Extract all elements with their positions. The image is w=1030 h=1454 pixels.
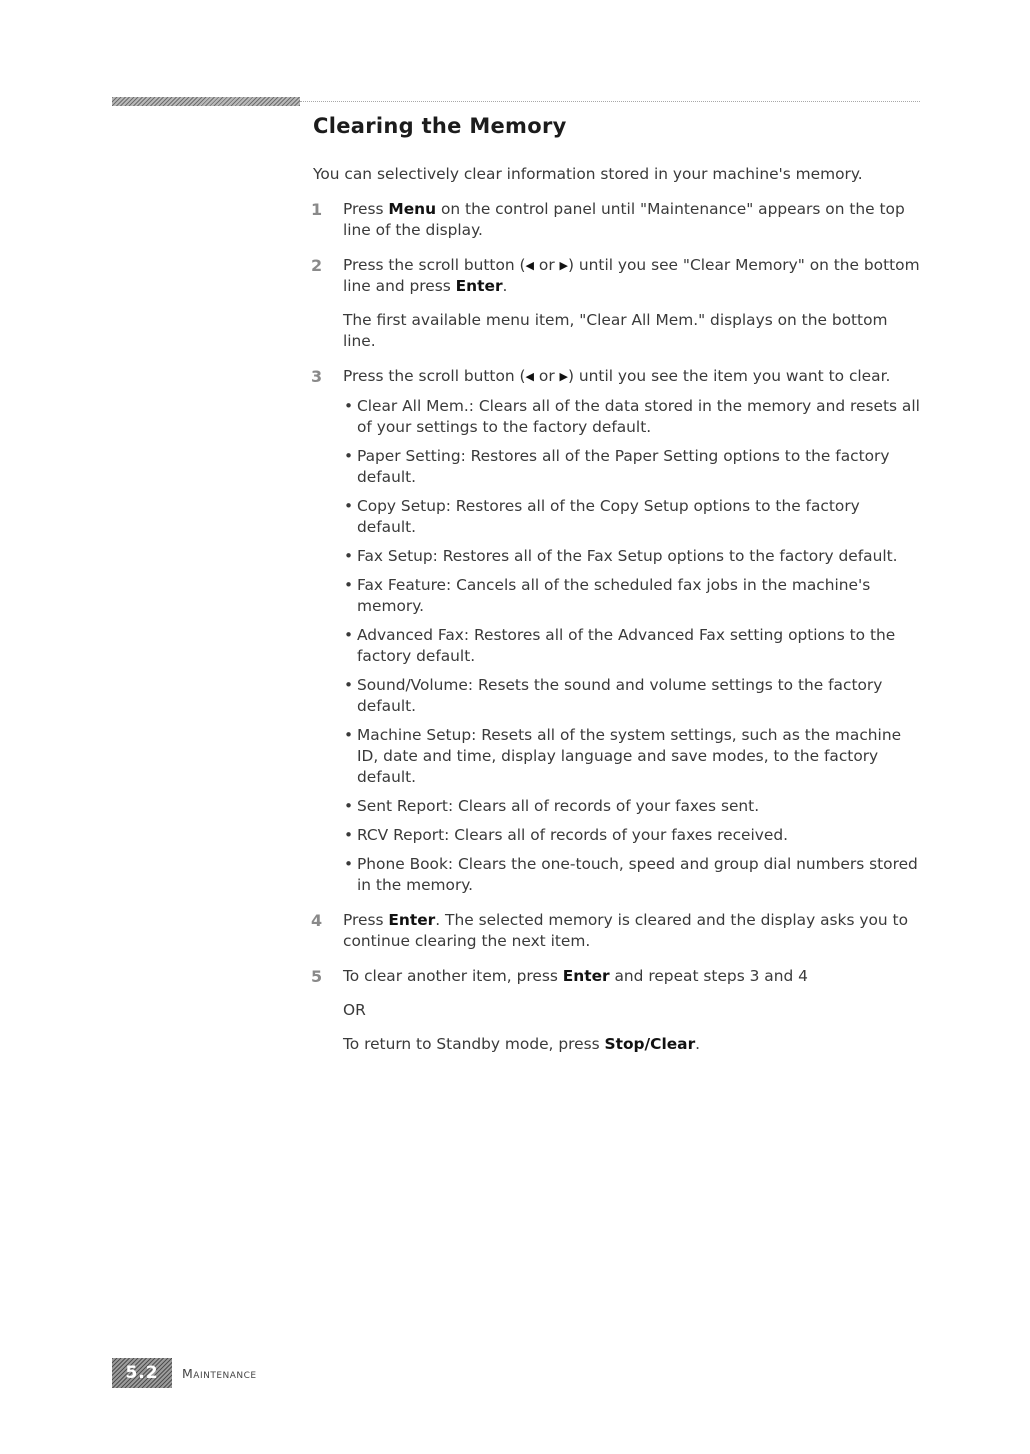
right-arrow-icon: ▶ [559, 370, 569, 383]
right-arrow-icon: ▶ [559, 259, 569, 272]
text-segment: on the control panel until "Maintenance" appears on the top line of the display. [343, 200, 905, 239]
step-alt-text [343, 1034, 923, 1055]
key-enter: Enter [388, 911, 436, 929]
text-segment: or [534, 367, 560, 385]
step-text [343, 910, 923, 952]
main-content [313, 164, 923, 1069]
step-1 [313, 199, 923, 241]
page-number-badge: 5.2 [112, 1358, 172, 1388]
step-number: 5 [311, 967, 323, 986]
key-menu: Menu [388, 200, 437, 218]
intro-text: You can selectively clear information stored in your machine's memory. [313, 165, 863, 183]
option-list [343, 396, 923, 896]
step-text [343, 966, 923, 987]
list-item: • RCV Report: Clears all of records of your faxes received. [343, 825, 923, 846]
list-item: • Fax Setup: Restores all of the Fax Setup options to the factory default. [343, 546, 923, 567]
step-number: 4 [311, 911, 323, 930]
list-item: • Machine Setup: Resets all of the system settings, such as the machine ID, date and time, display language and save modes, to the factory default. [343, 725, 923, 788]
text-segment: Press [343, 200, 389, 218]
list-item: • Phone Book: Clears the one-touch, speed and group dial numbers stored in the memory. [343, 854, 923, 896]
text-segment: ) until you see the item you want to clear. [568, 367, 891, 385]
left-arrow-icon: ◀ [525, 259, 535, 272]
text-segment: and repeat steps 3 and 4 [609, 967, 808, 985]
step-text [343, 199, 923, 241]
list-item: • Advanced Fax: Restores all of the Advanced Fax setting options to the factory default. [343, 625, 923, 667]
list-item: • Clear All Mem.: Clears all of the data stored in the memory and resets all of your settings to the factory default. [343, 396, 923, 438]
step-number: 1 [311, 200, 323, 219]
list-item: • Sent Report: Clears all of records of your faxes sent. [343, 796, 923, 817]
text-segment: or [534, 256, 560, 274]
text-segment: Press the scroll button ( [343, 256, 526, 274]
text-segment: ) until you see "Clear Memory" on the bottom line and press [343, 256, 920, 295]
step-number: 3 [311, 367, 323, 386]
text-segment: Press [343, 911, 389, 929]
text-segment: Press the scroll button ( [343, 367, 526, 385]
key-stop-clear: Stop/Clear [604, 1035, 696, 1053]
text-segment: To return to Standby mode, press [343, 1035, 605, 1053]
text-segment: . [695, 1035, 701, 1053]
step-5 [313, 966, 923, 1055]
step-note: The first available menu item, "Clear All Mem." displays on the bottom line. [343, 311, 888, 350]
page-title: Clearing the Memory [313, 114, 567, 138]
step-number: 2 [311, 256, 323, 275]
list-item: • Paper Setting: Restores all of the Paper Setting options to the factory default. [343, 446, 923, 488]
section-label: Maintenance [182, 1366, 257, 1381]
step-text [343, 366, 923, 387]
text-segment: To clear another item, press [343, 967, 563, 985]
or-separator: OR [343, 1001, 366, 1019]
key-enter: Enter [562, 967, 610, 985]
header-rule [300, 101, 920, 102]
step-4 [313, 910, 923, 952]
text-segment: . [502, 277, 508, 295]
key-enter: Enter [455, 277, 503, 295]
list-item: • Fax Feature: Cancels all of the scheduled fax jobs in the machine's memory. [343, 575, 923, 617]
header-decoration [112, 97, 300, 106]
list-item: • Copy Setup: Restores all of the Copy Setup options to the factory default. [343, 496, 923, 538]
left-arrow-icon: ◀ [525, 370, 535, 383]
list-item: • Sound/Volume: Resets the sound and volume settings to the factory default. [343, 675, 923, 717]
step-2 [313, 255, 923, 352]
step-3 [313, 366, 923, 896]
step-text [343, 255, 923, 297]
text-segment: . The selected memory is cleared and the display asks you to continue clearing the next item. [343, 911, 909, 950]
